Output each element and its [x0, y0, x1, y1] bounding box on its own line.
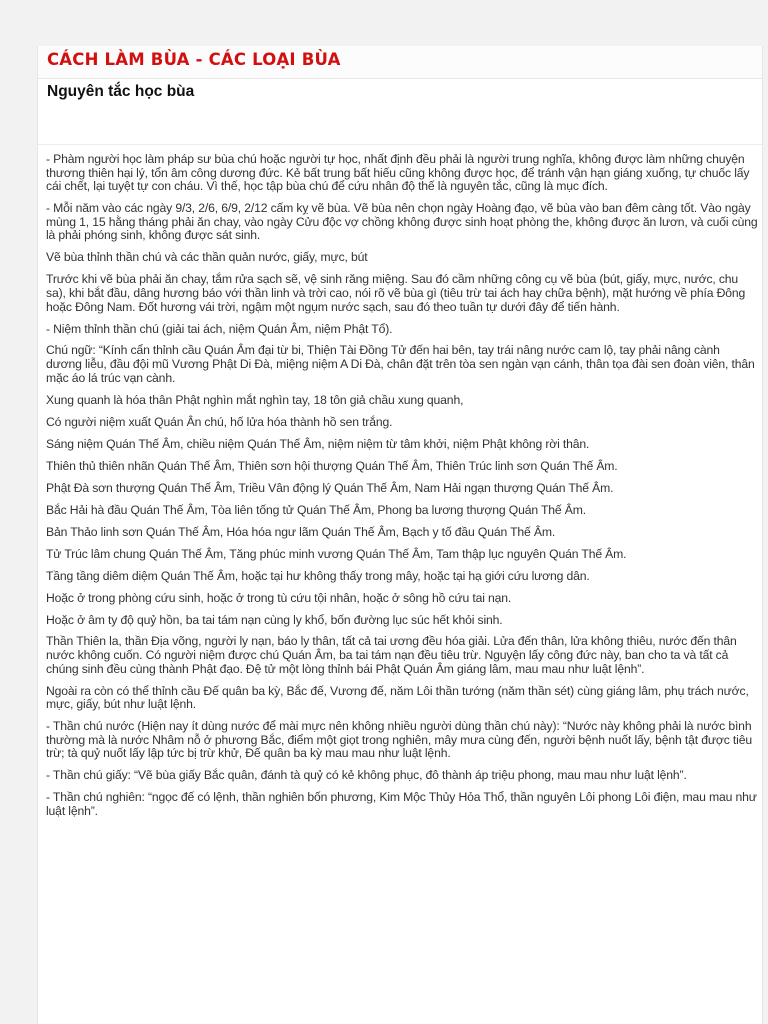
- paragraph: Vẽ bùa thỉnh thần chú và các thần quản nước, giấy, mực, bút: [46, 250, 368, 265]
- paragraph: Thần Thiên la, thần Địa võng, người ly nạn, báo ly thân, tất cả tai ương đều hóa giải. Lửa đến thân, lửa không thiêu, nước đến thân nước không cuốn. Có người niệm được chú Quán Âm, ba tai tám nạn đều tiêu trừ. Nguyện lấy công đức này, ban cho ta và tất cả chúng sinh đều cùng thành Phật đạo. Đệ tử một lòng thỉnh bái Phật Quán Âm giáng lâm, mau mau như luật lệnh”.: [46, 634, 737, 676]
- paragraph: - Thần chú nghiên: “ngọc đế có lệnh, thần nghiên bốn phương, Kim Mộc Thủy Hỏa Thổ, thần nguyên Lôi phong Lôi điện, mau mau như luật lệnh”.: [46, 790, 757, 818]
- paragraph: Chú ngữ: “Kính cẩn thỉnh cầu Quán Âm đại từ bi, Thiện Tài Đồng Tử đến hai bên, tay trái nâng nước cam lộ, tay phải nâng cành dương liễu, đầu đội mũ Vương Phật Di Đà, miệng niệm A Di Đà, chân đặt trên tòa sen ngàn vạn cánh, thân tọa đài sen đoàn viên, thân mặc áo lá trúc vạn cành.: [46, 343, 755, 385]
- paragraph: Xung quanh là hóa thân Phật nghìn mắt nghìn tay, 18 tôn giả chầu xung quanh,: [46, 392, 464, 407]
- paragraph: - Thần chú nước (Hiện nay ít dùng nước để mài mực nên không nhiều người dùng thần chú này): “Nước này không phải là nước bình thường mà là nước Nhâm nỗ ở phương Bắc, điểm một giọt trong nghiên, mây mưa cùng đến, người bệnh nuốt lấy, bệnh tật được tiêu trừ; tà quỷ nuốt lấy lập tức bị trừ khử, Đế quân ba kỳ mau mau như luật lệnh.: [46, 719, 752, 761]
- paragraph: Phật Đà sơn thượng Quán Thế Âm, Triều Vân động lý Quán Thế Âm, Nam Hải ngạn thượng Quán Thế Âm.: [46, 480, 614, 495]
- paragraph: Tử Trúc lâm chung Quán Thế Âm, Tăng phúc minh vương Quán Thế Âm, Tam thập lục nguyên Quán Thế Âm.: [46, 546, 627, 561]
- paragraph: Trước khi vẽ bùa phải ăn chay, tắm rửa sạch sẽ, vệ sinh răng miệng. Sau đó cầm những công cụ vẽ bùa (bút, giấy, mực, nước, chu sa), khi bắt đầu, dâng hương báo với thần linh và trời cao, nói rõ vẽ bùa gì (tiêu trừ tai ách hay chữa bệnh), mặt hướng về phía Đông hoặc Đông Nam. Đốt hương vái trời, ngậm một ngụm nước sạch, sau đó theo tuần tự dưới đây để tiến hành.: [46, 272, 746, 314]
- paragraph: - Thần chú giấy: “Vẽ bùa giấy Bắc quân, đánh tà quỷ có kẻ không phục, đô thành áp triệu phong, mau mau như luật lệnh”.: [46, 768, 687, 783]
- paragraph: Bắc Hải hà đầu Quán Thế Âm, Tòa liên tống tử Quán Thế Âm, Phong ba lương thượng Quán Thế Âm.: [46, 502, 586, 517]
- paragraph: - Niệm thỉnh thần chú (giải tai ách, niệm Quán Âm, niệm Phật Tổ).: [46, 321, 393, 336]
- paragraph: Có người niệm xuất Quán Ân chú, hố lửa hóa thành hồ sen trắng.: [46, 414, 393, 429]
- document-body: [38, 145, 762, 819]
- paragraph: Hoặc ở âm ty độ quỷ hồn, ba tai tám nạn cùng ly khổ, bốn đường lục súc hết khỏi sinh.: [46, 612, 503, 627]
- document-page: [37, 46, 763, 1024]
- paragraph: Tầng tầng diêm diệm Quán Thế Âm, hoặc tại hư không thấy trong mây, hoặc tại hạ giới cứu lương dân.: [46, 568, 590, 583]
- paragraph: Ngoài ra còn có thể thỉnh cầu Đế quân ba kỳ, Bắc đế, Vương đế, năm Lôi thần tướng (năm thần sét) cùng giáng lâm, phụ trách nước, mực, giấy, bút như luật lệnh.: [46, 683, 749, 712]
- paragraph: Thiên thủ thiên nhãn Quán Thế Âm, Thiên sơn hội thượng Quán Thế Âm, Thiên Trúc linh sơn Quán Thế Âm.: [46, 458, 618, 473]
- paragraph: - Phàm người học làm pháp sư bùa chú hoặc người tự học, nhất định đều phải là người trung nghĩa, không được làm những chuyện thương thiên hại lý, tổn âm công dương đức. Kẻ bất trung bất hiếu cũng không được học, để tránh vận hạn giáng xuống, tự chuốc lấy cái chết, lại tuyệt tự con cháu. Vì thế, học tập bùa chú để cứu nhân độ thế là nguyên tắc, cũng là mục đích.: [46, 152, 750, 194]
- section-header: [38, 79, 762, 145]
- paragraph: Hoặc ở trong phòng cứu sinh, hoặc ở trong tù cứu tội nhân, hoặc ở sông hồ cứu tai nạn.: [46, 590, 512, 605]
- paragraph: - Mỗi năm vào các ngày 9/3, 2/6, 6/9, 2/12 cấm kỵ vẽ bùa. Vẽ bùa nên chọn ngày Hoàng đạo, vẽ bùa vào ban đêm càng tốt. Vào ngày mùng 1, 15 hằng tháng phải ăn chay, vào ngày Cửu độc vợ chồng không được sinh hoạt phòng the, không được ăn lươn, và cuối cùng là phải phóng sinh, không được sát sinh.: [46, 201, 758, 243]
- paragraph: Sáng niệm Quán Thế Âm, chiều niệm Quán Thế Âm, niệm niệm từ tâm khởi, niệm Phật không rời thân.: [46, 436, 590, 451]
- paragraph: Bản Thảo linh sơn Quán Thế Âm, Hóa hóa ngư lãm Quán Thế Âm, Bạch y tố đầu Quán Thế Âm.: [46, 524, 556, 539]
- document-title: CÁCH LÀM BÙA - CÁC LOẠI BÙA: [47, 50, 341, 69]
- document-title-bar: [38, 46, 762, 79]
- section-title: Nguyên tắc học bùa: [47, 83, 195, 100]
